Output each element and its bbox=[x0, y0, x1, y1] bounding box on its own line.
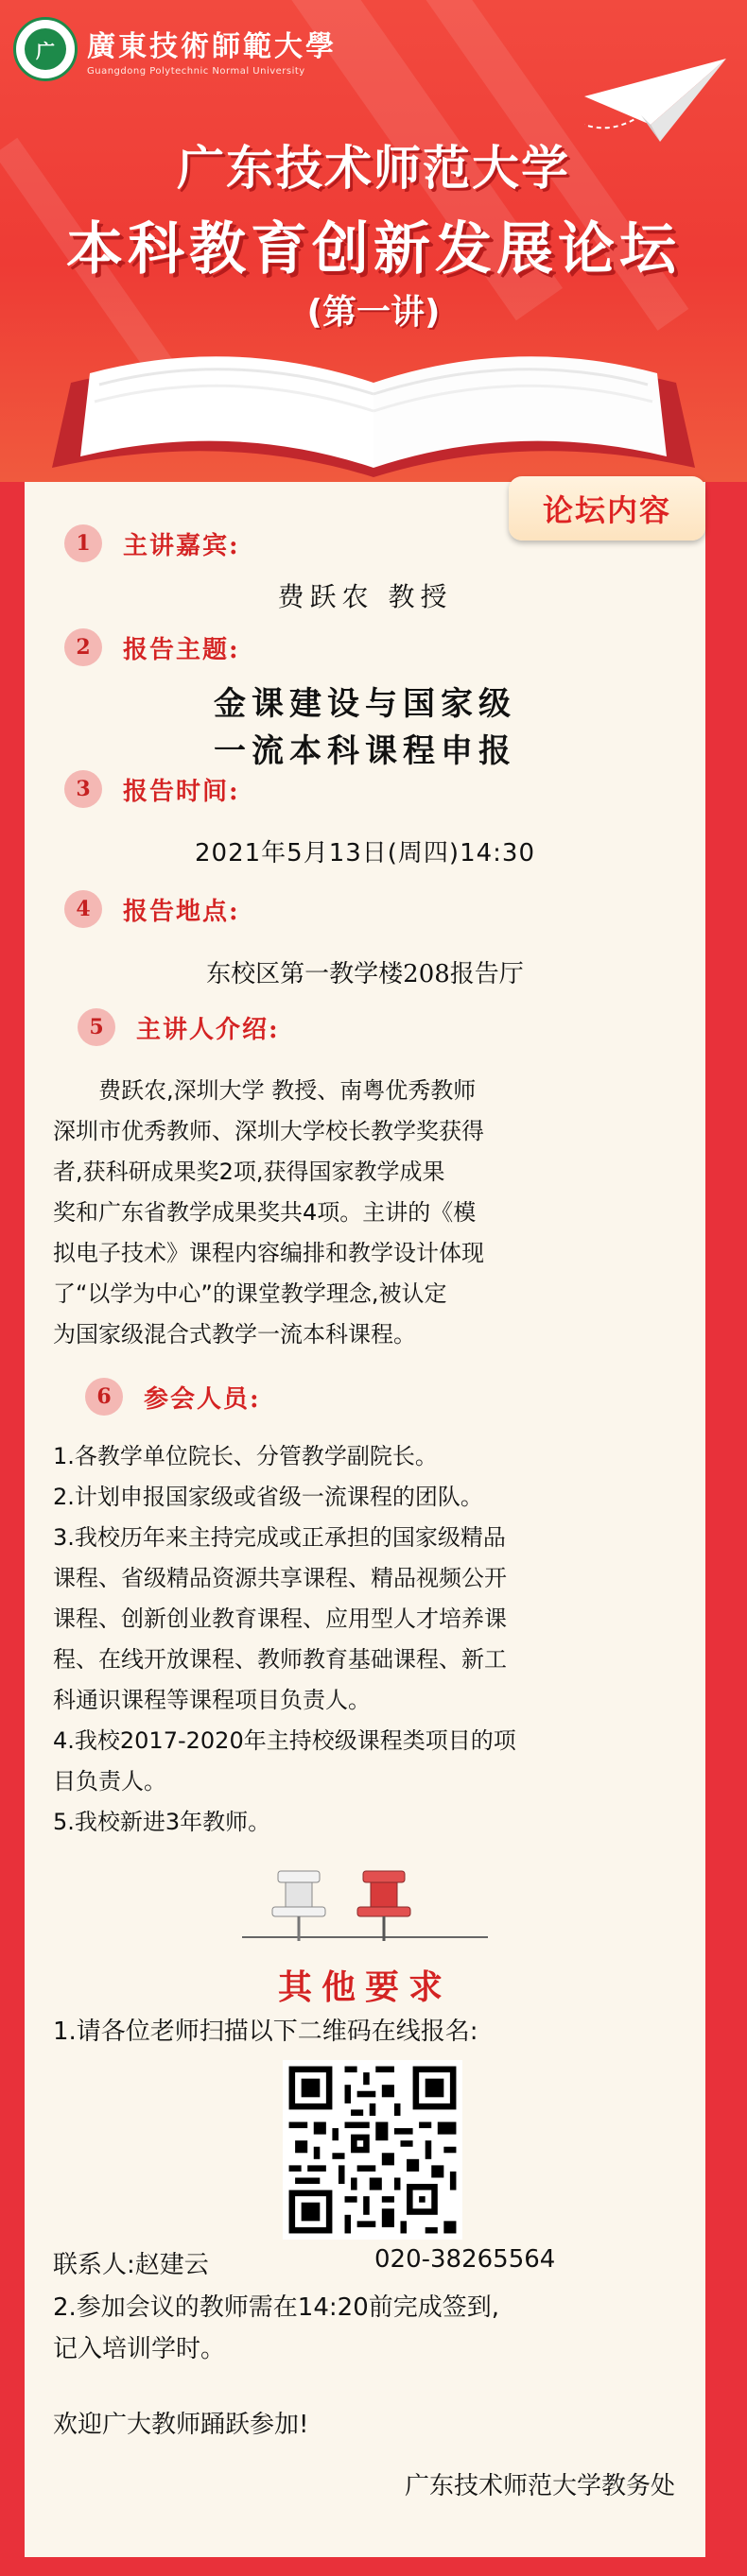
requirement-item-2-line2: 记入培训学时。 bbox=[53, 2335, 226, 2363]
speaker-bio bbox=[53, 1071, 672, 1355]
speaker-name: 费跃农 教授 bbox=[277, 581, 453, 612]
section-attendees-header bbox=[85, 1378, 261, 1416]
contact-phone: 020-38265564 bbox=[374, 2245, 556, 2274]
title-forum: 本科教育创新发展论坛 bbox=[66, 216, 681, 283]
open-book-icon bbox=[52, 326, 695, 482]
section-topic-header bbox=[64, 628, 240, 666]
welcome-text: 欢迎广大教师踊跃参加! bbox=[53, 2411, 309, 2439]
bio-line: 拟电子技术》课程内容编排和教学设计体现 bbox=[53, 1240, 484, 1266]
contact-person: 联系人:赵建云 bbox=[53, 2251, 209, 2279]
attendee-item: 3.我校历年来主持完成或正承担的国家级精品 bbox=[53, 1524, 506, 1551]
section-bio-header bbox=[78, 1008, 280, 1046]
qr-code-image[interactable] bbox=[283, 2060, 462, 2240]
report-topic-line1: 金课建设与国家级 bbox=[214, 685, 516, 723]
section-number-badge: 4 bbox=[64, 890, 102, 928]
university-logo bbox=[13, 17, 337, 81]
bio-line: 了“以学为中心”的课堂教学理念,被认定 bbox=[53, 1280, 447, 1307]
logo-chinese-name: 廣東技術師範大學 bbox=[87, 29, 337, 63]
section-number-badge: 2 bbox=[64, 628, 102, 666]
attendee-item: 1.各教学单位院长、分管教学副院长。 bbox=[53, 1443, 438, 1469]
section-label: 报告地点: bbox=[123, 897, 240, 926]
attendee-item: 课程、创新创业教育课程、应用型人才培养课 bbox=[53, 1606, 507, 1632]
attendee-item: 2.计划申报国家级或省级一流课程的团队。 bbox=[53, 1484, 483, 1510]
report-topic-line2: 一流本科课程申报 bbox=[214, 732, 516, 770]
attendee-item: 科通识课程等课程项目负责人。 bbox=[53, 1687, 371, 1713]
attendee-item: 课程、省级精品资源共享课程、精品视频公开 bbox=[53, 1565, 507, 1591]
content-panel bbox=[25, 482, 705, 2557]
bio-line: 深圳市优秀教师、深圳大学校长教学奖获得 bbox=[53, 1118, 484, 1144]
attendee-item: 目负责人。 bbox=[53, 1768, 166, 1795]
pushpin-icon bbox=[242, 1862, 488, 1947]
emblem-icon: 广 bbox=[13, 17, 78, 81]
header-banner bbox=[0, 0, 747, 482]
requirement-item-1: 1.请各位老师扫描以下二维码在线报名: bbox=[53, 2018, 478, 2046]
report-time: 2021年5月13日(周四)14:30 bbox=[194, 839, 535, 867]
bio-line: 者,获科研成果奖2项,获得国家教学成果 bbox=[53, 1159, 445, 1185]
section-number-badge: 3 bbox=[64, 770, 102, 808]
bio-line: 奖和广东省教学成果奖共4项。主讲的《模 bbox=[53, 1199, 477, 1226]
bio-line: 费跃农,深圳大学 教授、南粤优秀教师 bbox=[98, 1077, 477, 1104]
organizer-name: 广东技术师范大学教务处 bbox=[404, 2472, 675, 2500]
attendee-item: 4.我校2017-2020年主持校级课程类项目的项 bbox=[53, 1727, 516, 1754]
section-label: 参会人员: bbox=[144, 1384, 261, 1414]
section-number-badge: 6 bbox=[85, 1378, 123, 1416]
section-number-badge: 1 bbox=[64, 524, 102, 562]
attendee-item: 5.我校新进3年教师。 bbox=[53, 1809, 271, 1835]
title-lecture-number: (第一讲) bbox=[306, 293, 441, 332]
bio-line: 为国家级混合式教学一流本科课程。 bbox=[53, 1321, 416, 1348]
section-location-header bbox=[64, 890, 240, 928]
logo-english-name: Guangdong Polytechnic Normal University bbox=[87, 65, 305, 77]
attendees-list bbox=[53, 1436, 677, 1843]
section-label: 报告主题: bbox=[123, 635, 240, 664]
report-location: 东校区第一教学楼208报告厅 bbox=[206, 960, 524, 988]
requirement-item-2-line1: 2.参加会议的教师需在14:20前完成签到, bbox=[53, 2293, 499, 2322]
title-university: 广东技术师范大学 bbox=[177, 141, 570, 196]
section-speaker-header bbox=[64, 524, 240, 562]
other-requirements-title: 其他要求 bbox=[277, 1967, 452, 2007]
forum-content-tag: 论坛内容 bbox=[509, 476, 705, 541]
attendee-item: 程、在线开放课程、教师教育基础课程、新工 bbox=[53, 1646, 507, 1673]
section-label: 主讲嘉宾: bbox=[123, 531, 240, 560]
section-label: 报告时间: bbox=[123, 777, 240, 806]
section-time-header bbox=[64, 770, 240, 808]
section-label: 主讲人介绍: bbox=[136, 1015, 280, 1044]
contact-line bbox=[53, 2245, 677, 2280]
section-number-badge: 5 bbox=[78, 1008, 115, 1046]
